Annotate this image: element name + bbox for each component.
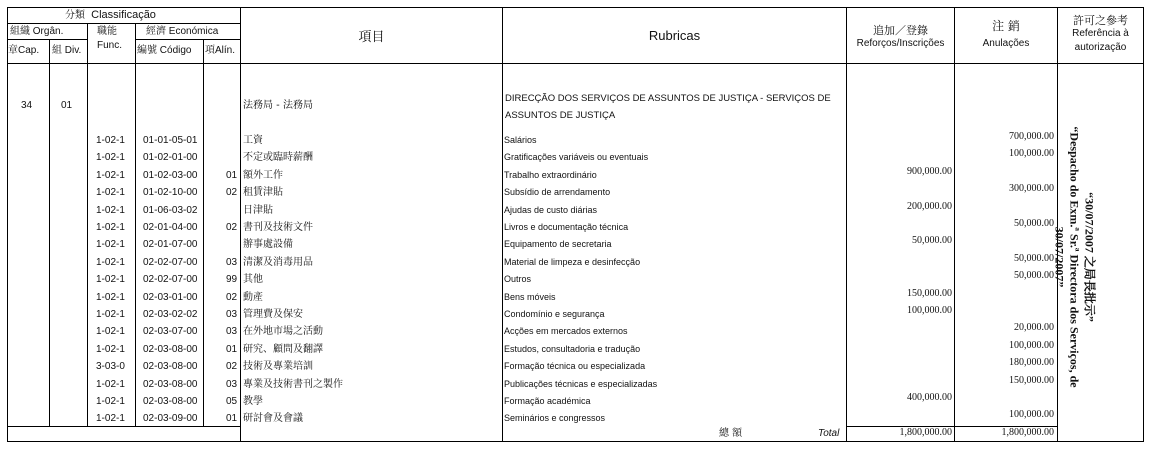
- row-rubrica: Trabalho extraordinário: [504, 169, 597, 180]
- total-label-pt: Total: [818, 428, 840, 439]
- total-anulacoes: 1,800,000.00: [1001, 427, 1054, 438]
- row-item-cn: 其他: [243, 274, 263, 286]
- row-code: 02-03-08-00: [143, 378, 198, 390]
- row-rubrica: Formação técnica ou especializada: [504, 361, 646, 372]
- row-item-cn: 管理費及保安: [243, 309, 303, 320]
- row-code: 02-03-08-00: [143, 361, 198, 373]
- row-item-cn: 書刊及技術文件: [243, 222, 313, 233]
- row-func: 1-02-1: [96, 413, 125, 425]
- table-border-left: [7, 7, 8, 442]
- total-rule: [7, 426, 240, 427]
- row-rubrica: Outros: [504, 274, 532, 285]
- row-rubrica: Bens móveis: [504, 291, 556, 302]
- header-rule: [7, 23, 240, 24]
- table-border-bottom: [7, 441, 1144, 442]
- col-rule: [49, 39, 50, 426]
- row-code: 02-03-09-00: [143, 413, 198, 425]
- row-rubrica: Publicações técnicas e especializadas: [504, 378, 658, 389]
- row-code: 01-02-03-00: [143, 169, 198, 181]
- row-rubrica: Condomínio e segurança: [504, 309, 605, 319]
- row-rubrica: Seminários e congressos: [504, 413, 606, 424]
- items-header: 項目: [358, 30, 385, 45]
- row-func: 1-02-1: [96, 135, 125, 146]
- row-reforco: 900,000.00: [907, 165, 952, 177]
- authorization-line-1: “30/07/2007 之局長批示”: [1082, 192, 1097, 322]
- row-alin: 02: [226, 222, 238, 233]
- col-rule: [240, 7, 241, 442]
- row-item-cn: 動產: [243, 291, 263, 303]
- row-alin: 05: [226, 396, 238, 407]
- section-name-pt-2: ASSUNTOS DE JUSTIÇA: [505, 110, 616, 121]
- total-reforcos: 1,800,000.00: [899, 427, 952, 438]
- row-func: 1-02-1: [96, 378, 125, 390]
- row-func: 1-02-1: [96, 396, 125, 407]
- func-header-pt: Func.: [97, 40, 123, 51]
- budget-table: [7, 7, 1144, 442]
- section-name-pt-1: DIRECÇÃO DOS SERVIÇOS DE ASSUNTOS DE JUSTIÇA - SERVIÇOS DE: [505, 93, 831, 104]
- ref-header-cn: 許可之參考: [1073, 14, 1128, 27]
- row-rubrica: Livros e documentação técnica: [504, 222, 629, 232]
- cap-header: 章Cap.: [8, 45, 40, 56]
- table-border-top: [7, 7, 1144, 8]
- row-alin: 03: [226, 326, 238, 338]
- header-bottom-rule: [7, 63, 1144, 64]
- row-func: 1-02-1: [96, 152, 125, 164]
- func-header-cn: 職能: [97, 26, 117, 37]
- row-code: 01-06-03-02: [143, 204, 198, 216]
- row-alin: 03: [226, 378, 238, 390]
- row-item-cn: 日津貼: [243, 204, 273, 216]
- table-border-right: [1143, 7, 1144, 442]
- row-code: 02-03-08-00: [143, 396, 198, 407]
- row-func: 3-03-0: [96, 361, 125, 373]
- row-func: 1-02-1: [96, 326, 125, 338]
- header-rule: [7, 39, 87, 40]
- row-alin: 02: [226, 291, 238, 303]
- row-anulacao: 150,000.00: [1009, 374, 1054, 386]
- row-alin: 03: [226, 309, 238, 320]
- organ-header: 組織 Orgân.: [10, 26, 64, 37]
- row-item-cn: 租賃津貼: [243, 187, 283, 199]
- row-item-cn: 在外地市場之活動: [243, 326, 323, 338]
- row-code: 01-02-01-00: [143, 152, 198, 164]
- total-label-cn: 總 額: [719, 428, 743, 439]
- row-rubrica: Gratificações variáveis ou eventuais: [504, 152, 649, 163]
- div-header: 組 Div.: [52, 45, 82, 56]
- col-rule: [502, 7, 503, 442]
- col-rule: [203, 39, 204, 426]
- row-reforco: 100,000.00: [907, 305, 952, 316]
- authorization-line-2: “Despacho do Exm.ª Sr.ª Directora dos Serviços, de: [1067, 126, 1082, 388]
- row-reforco: 400,000.00: [907, 392, 952, 403]
- anulacoes-header-pt: Anulações: [982, 38, 1030, 49]
- row-code: 02-03-08-00: [143, 343, 198, 355]
- row-item-cn: 研究、顧問及翻譯: [243, 343, 323, 355]
- row-alin: 02: [226, 187, 238, 199]
- codigo-header: 編號 Código: [137, 45, 192, 56]
- row-reforco: 150,000.00: [907, 287, 952, 299]
- row-code: 02-03-07-00: [143, 326, 198, 338]
- row-alin: 01: [226, 169, 238, 181]
- row-item-cn: 額外工作: [243, 169, 283, 181]
- row-item-cn: 不定或臨時薪酬: [243, 152, 313, 164]
- row-func: 1-02-1: [96, 256, 125, 268]
- row-func: 1-02-1: [96, 222, 125, 233]
- row-rubrica: Equipamento de secretaria: [504, 239, 612, 250]
- authorization-line-3: 30/07/2007”: [1052, 226, 1067, 288]
- row-anulacao: 300,000.00: [1009, 183, 1054, 195]
- header-rule: [135, 39, 240, 40]
- row-reforco: 200,000.00: [907, 200, 952, 212]
- row-anulacao: 100,000.00: [1009, 339, 1054, 351]
- reforcos-header-pt: Reforços/Inscrições: [856, 38, 945, 49]
- row-rubrica: Acções em mercados externos: [504, 326, 628, 337]
- row-anulacao: 50,000.00: [1014, 270, 1054, 282]
- ref-header-pt2: autorização: [1074, 42, 1127, 53]
- row-func: 1-02-1: [96, 169, 125, 181]
- row-anulacao: 700,000.00: [1009, 131, 1054, 142]
- economica-header: 經濟 Económica: [146, 26, 219, 37]
- row-code: 02-03-02-02: [143, 309, 198, 320]
- row-rubrica: Salários: [504, 135, 537, 145]
- row-func: 1-02-1: [96, 239, 125, 251]
- row-code: 01-01-05-01: [143, 135, 198, 146]
- row-func: 1-02-1: [96, 343, 125, 355]
- row-alin: 01: [226, 343, 238, 355]
- col-rule: [846, 7, 847, 442]
- row-item-cn: 清潔及消毒用品: [243, 256, 313, 268]
- row-rubrica: Material de limpeza e desinfecção: [504, 256, 641, 267]
- rubricas-header: Rubricas: [648, 28, 701, 43]
- ref-header-pt1: Referência à: [1072, 28, 1129, 39]
- row-anulacao: 180,000.00: [1009, 357, 1054, 369]
- row-item-cn: 研討會及會議: [243, 413, 303, 425]
- alin-header: 項Alín.: [205, 45, 236, 56]
- row-item-cn: 辦事處設備: [243, 239, 293, 251]
- row-anulacao: 50,000.00: [1014, 218, 1054, 229]
- row-alin: 01: [226, 413, 238, 425]
- row-item-cn: 教學: [243, 396, 263, 407]
- row-func: 1-02-1: [96, 274, 125, 286]
- row-code: 01-02-10-00: [143, 187, 198, 199]
- row-anulacao: 100,000.00: [1009, 148, 1054, 160]
- row-alin: 03: [226, 256, 238, 268]
- row-code: 02-01-07-00: [143, 239, 198, 251]
- reforcos-header-cn: 追加／登錄: [873, 24, 928, 37]
- row-alin: 02: [226, 361, 238, 373]
- row-item-cn: 工資: [243, 135, 263, 146]
- classificacao-header: 分類 Classificação: [65, 9, 156, 21]
- row-code: 02-02-07-00: [143, 256, 198, 268]
- row-alin: 99: [226, 274, 238, 286]
- row-rubrica: Ajudas de custo diárias: [504, 204, 598, 215]
- section-name-cn: 法務局 - 法務局: [243, 100, 313, 111]
- row-rubrica: Formação académica: [504, 396, 591, 406]
- col-rule: [135, 23, 136, 426]
- row-anulacao: 20,000.00: [1014, 322, 1054, 334]
- row-anulacao: 100,000.00: [1009, 409, 1054, 421]
- row-anulacao: 50,000.00: [1014, 252, 1054, 264]
- anulacoes-header-cn: 注 銷: [992, 19, 1020, 33]
- row-func: 1-02-1: [96, 204, 125, 216]
- section-div: 01: [61, 100, 73, 111]
- row-item-cn: 專業及技術書刊之製作: [243, 378, 343, 390]
- row-code: 02-01-04-00: [143, 222, 198, 233]
- row-rubrica: Estudos, consultadoria e tradução: [504, 343, 641, 354]
- row-reforco: 50,000.00: [912, 235, 952, 247]
- row-code: 02-03-01-00: [143, 291, 198, 303]
- row-func: 1-02-1: [96, 187, 125, 199]
- row-rubrica: Subsídio de arrendamento: [504, 187, 611, 198]
- col-rule: [87, 23, 88, 426]
- row-code: 02-02-07-00: [143, 274, 198, 286]
- row-func: 1-02-1: [96, 291, 125, 303]
- section-cap: 34: [21, 100, 33, 111]
- row-item-cn: 技術及專業培訓: [243, 361, 313, 373]
- row-func: 1-02-1: [96, 309, 125, 320]
